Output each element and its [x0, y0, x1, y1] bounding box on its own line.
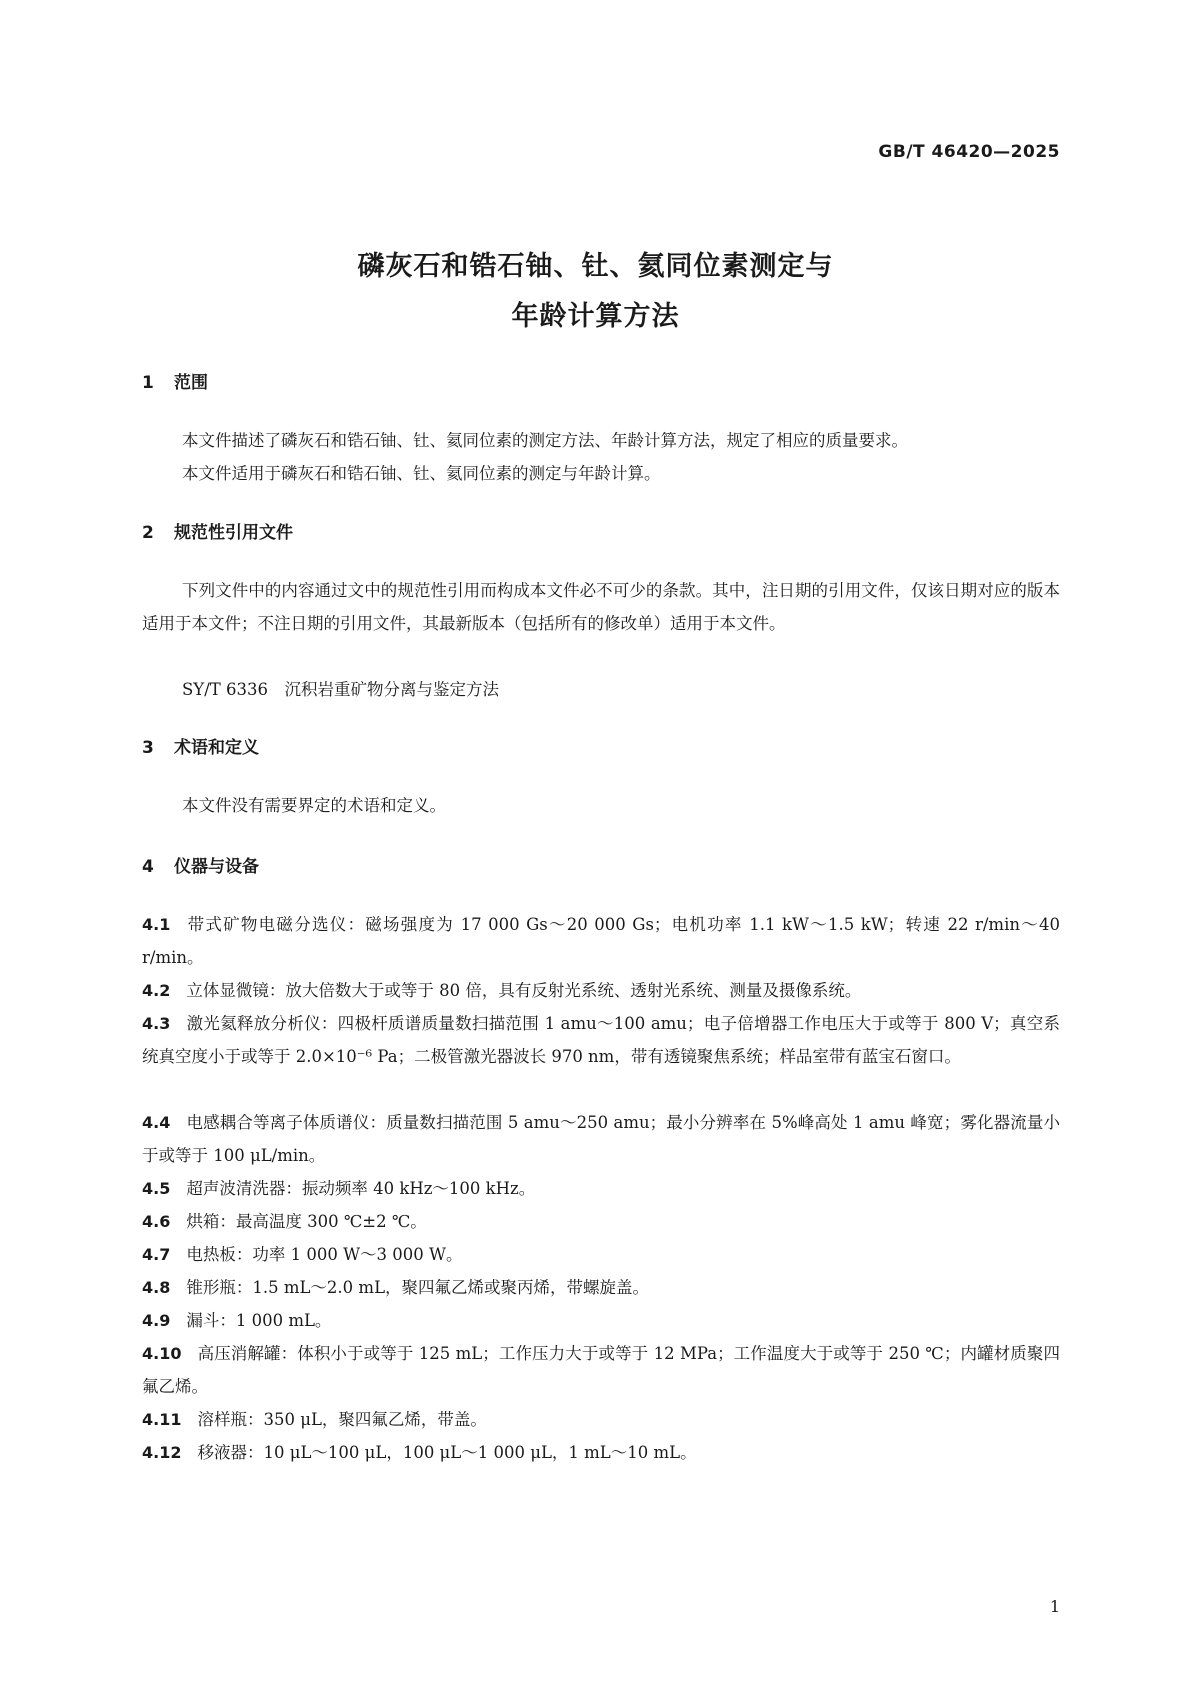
clause-number: 4.8: [142, 1278, 171, 1297]
clause-number: 4.7: [142, 1245, 171, 1264]
clause-number: 4.5: [142, 1179, 171, 1198]
section-title: 规范性引用文件: [174, 523, 293, 543]
clause-4-6: [142, 1205, 1060, 1238]
clause-4-5: [142, 1172, 1060, 1205]
clause-text: 带式矿物电磁分选仪：磁场强度为 17 000 Gs～20 000 Gs；电机功率 1.1 kW～1.5 kW；转速 22 r/min～40 r/min。: [142, 915, 1060, 967]
section-2-heading: [142, 521, 293, 545]
section-number: 2: [142, 523, 154, 543]
clause-4-1: [142, 908, 1060, 974]
section-number: 4: [142, 857, 154, 877]
section-2-paragraph-1: 下列文件中的内容通过文中的规范性引用而构成本文件必不可少的条款。其中，注日期的引用文件，仅该日期对应的版本适用于本文件；不注日期的引用文件，其最新版本（包括所有的修改单）适用于本文件。: [142, 581, 1060, 633]
clause-number: 4.4: [142, 1113, 171, 1132]
page-number: 1: [1049, 1597, 1060, 1616]
clause-4-3: [142, 1007, 1060, 1073]
section-1-paragraph-1: 本文件描述了磷灰石和锆石铀、钍、氦同位素的测定方法、年龄计算方法，规定了相应的质量要求。: [182, 431, 908, 450]
clause-4-9: [142, 1304, 1060, 1337]
clause-4-10: [142, 1337, 1060, 1403]
clause-text: 漏斗：1 000 mL。: [186, 1311, 332, 1330]
clause-number: 4.12: [142, 1443, 182, 1462]
section-title: 范围: [174, 373, 208, 393]
clause-number: 4.2: [142, 981, 171, 1000]
section-4-heading: [142, 855, 259, 879]
normative-reference: SY/T 6336 沉积岩重矿物分离与鉴定方法: [182, 680, 499, 699]
clause-number: 4.1: [142, 915, 171, 934]
clause-4-11: [142, 1403, 1060, 1436]
clause-number: 4.3: [142, 1014, 171, 1033]
clause-4-8: [142, 1271, 1060, 1304]
clause-text: 移液器：10 μL～100 μL，100 μL～1 000 μL，1 mL～10 mL。: [197, 1443, 697, 1462]
clause-number: 4.10: [142, 1344, 182, 1363]
section-number: 3: [142, 738, 154, 758]
clause-text: 立体显微镜：放大倍数大于或等于 80 倍，具有反射光系统、透射光系统、测量及摄像系统。: [186, 981, 862, 1000]
standard-code: GB/T 46420—2025: [878, 142, 1060, 162]
title-line-2: 年龄计算方法: [511, 301, 680, 332]
section-1-paragraph-2: 本文件适用于磷灰石和锆石铀、钍、氦同位素的测定与年龄计算。: [182, 464, 661, 483]
section-title: 仪器与设备: [174, 857, 259, 877]
clause-text: 激光氦释放分析仪：四极杆质谱质量数扫描范围 1 amu～100 amu；电子倍增器工作电压大于或等于 800 V；真空系统真空度小于或等于 2.0×10⁻⁶ Pa；二极管激光器波长 970 nm，带有透镜聚焦系统；样品室带有蓝宝石窗口。: [142, 1014, 1060, 1066]
clause-4-7: [142, 1238, 1060, 1271]
title-line-1: 磷灰石和锆石铀、钍、氦同位素测定与: [357, 251, 834, 282]
clause-text: 超声波清洗器：振动频率 40 kHz～100 kHz。: [186, 1179, 536, 1198]
clause-text: 电热板：功率 1 000 W～3 000 W。: [186, 1245, 463, 1264]
clause-number: 4.6: [142, 1212, 171, 1231]
section-number: 1: [142, 373, 154, 393]
document-title: [0, 242, 1191, 342]
section-title: 术语和定义: [174, 738, 259, 758]
section-3-heading: [142, 736, 259, 760]
section-1-heading: [142, 371, 208, 395]
clause-number: 4.9: [142, 1311, 171, 1330]
clause-text: 高压消解罐：体积小于或等于 125 mL；工作压力大于或等于 12 MPa；工作温度大于或等于 250 ℃；内罐材质聚四氟乙烯。: [142, 1344, 1060, 1396]
clause-text: 烘箱：最高温度 300 ℃±2 ℃。: [186, 1212, 427, 1231]
clause-text: 溶样瓶：350 μL，聚四氟乙烯，带盖。: [197, 1410, 487, 1429]
clause-4-4: [142, 1106, 1060, 1172]
clause-text: 锥形瓶：1.5 mL～2.0 mL，聚四氟乙烯或聚丙烯，带螺旋盖。: [186, 1278, 650, 1297]
clause-4-2: [142, 974, 1060, 1007]
clause-number: 4.11: [142, 1410, 182, 1429]
clause-4-12: [142, 1436, 1060, 1469]
section-3-paragraph-1: 本文件没有需要界定的术语和定义。: [182, 796, 446, 815]
clause-text: 电感耦合等离子体质谱仪：质量数扫描范围 5 amu～250 amu；最小分辨率在 5%峰高处 1 amu 峰宽；雾化器流量小于或等于 100 μL/min。: [142, 1113, 1060, 1165]
